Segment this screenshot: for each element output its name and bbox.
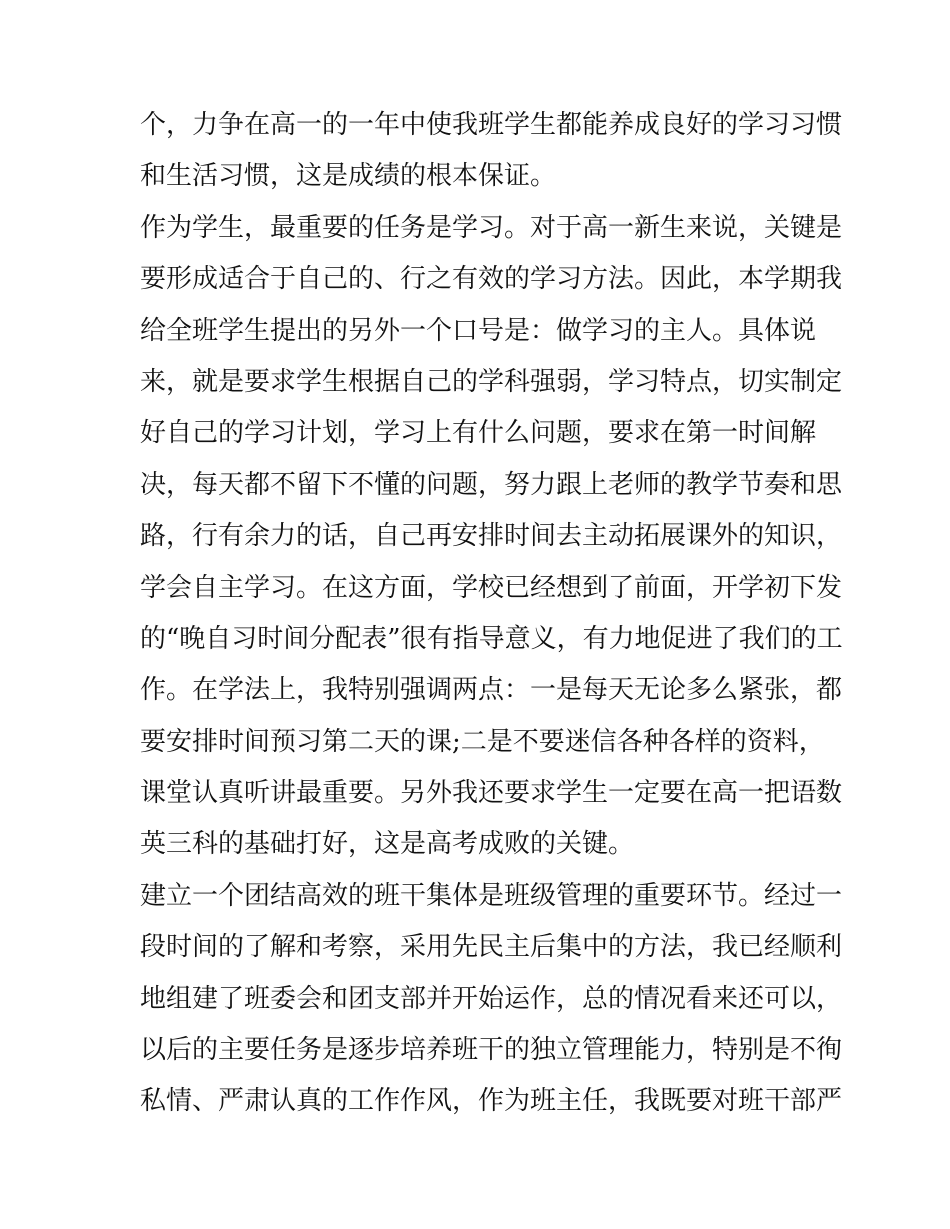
body-text [140,100,843,1128]
text-line: 要安排时间预习第二天的课;二是不要迷信各种各样的资料， [140,726,825,757]
text-line: 课堂认真听讲最重要。另外我还要求学生一定要在高一把语数 [140,778,843,809]
text-line: 私情、严肃认真的工作作风，作为班主任，我既要对班干部严 [140,1086,843,1117]
text-line: 来，就是要求学生根据自己的学科强弱，学习特点，切实制定 [140,366,843,397]
text-line: 段时间的了解和考察，采用先民主后集中的方法，我已经顺利 [140,932,843,963]
text-line: 好自己的学习计划，学习上有什么问题，要求在第一时间解 [140,418,817,449]
text-line: 给全班学生提出的另外一个口号是：做学习的主人。具体说 [140,315,817,346]
text-line: 要形成适合于自己的、行之有效的学习方法。因此，本学期我 [140,264,843,295]
text-line: 英三科的基础打好，这是高考成败的关键。 [140,829,635,860]
text-line: 和生活习惯，这是成绩的根本保证。 [140,161,557,192]
text-line: 作为学生，最重要的任务是学习。对于高一新生来说，关键是 [140,212,843,243]
text-line: 以后的主要任务是逐步培养班干的独立管理能力，特别是不徇 [140,1035,843,1066]
text-line: 路，行有余力的话，自己再安排时间去主动拓展课外的知识， [140,521,843,552]
text-line: 决，每天都不留下不懂的问题，努力跟上老师的教学节奏和思 [140,469,843,500]
text-line: 学会自主学习。在这方面，学校已经想到了前面，开学初下发 [140,572,843,603]
text-line: 作。在学法上，我特别强调两点：一是每天无论多么紧张，都 [140,675,843,706]
text-line: 的“晚自习时间分配表”很有指导意义，有力地促进了我们的工 [140,623,843,654]
text-line: 建立一个团结高效的班干集体是班级管理的重要环节。经过一 [140,880,843,911]
text-line: 个，力争在高一的一年中使我班学生都能养成良好的学习习惯 [140,110,843,140]
text-line: 地组建了班委会和团支部并开始运作，总的情况看来还可以， [140,983,843,1014]
